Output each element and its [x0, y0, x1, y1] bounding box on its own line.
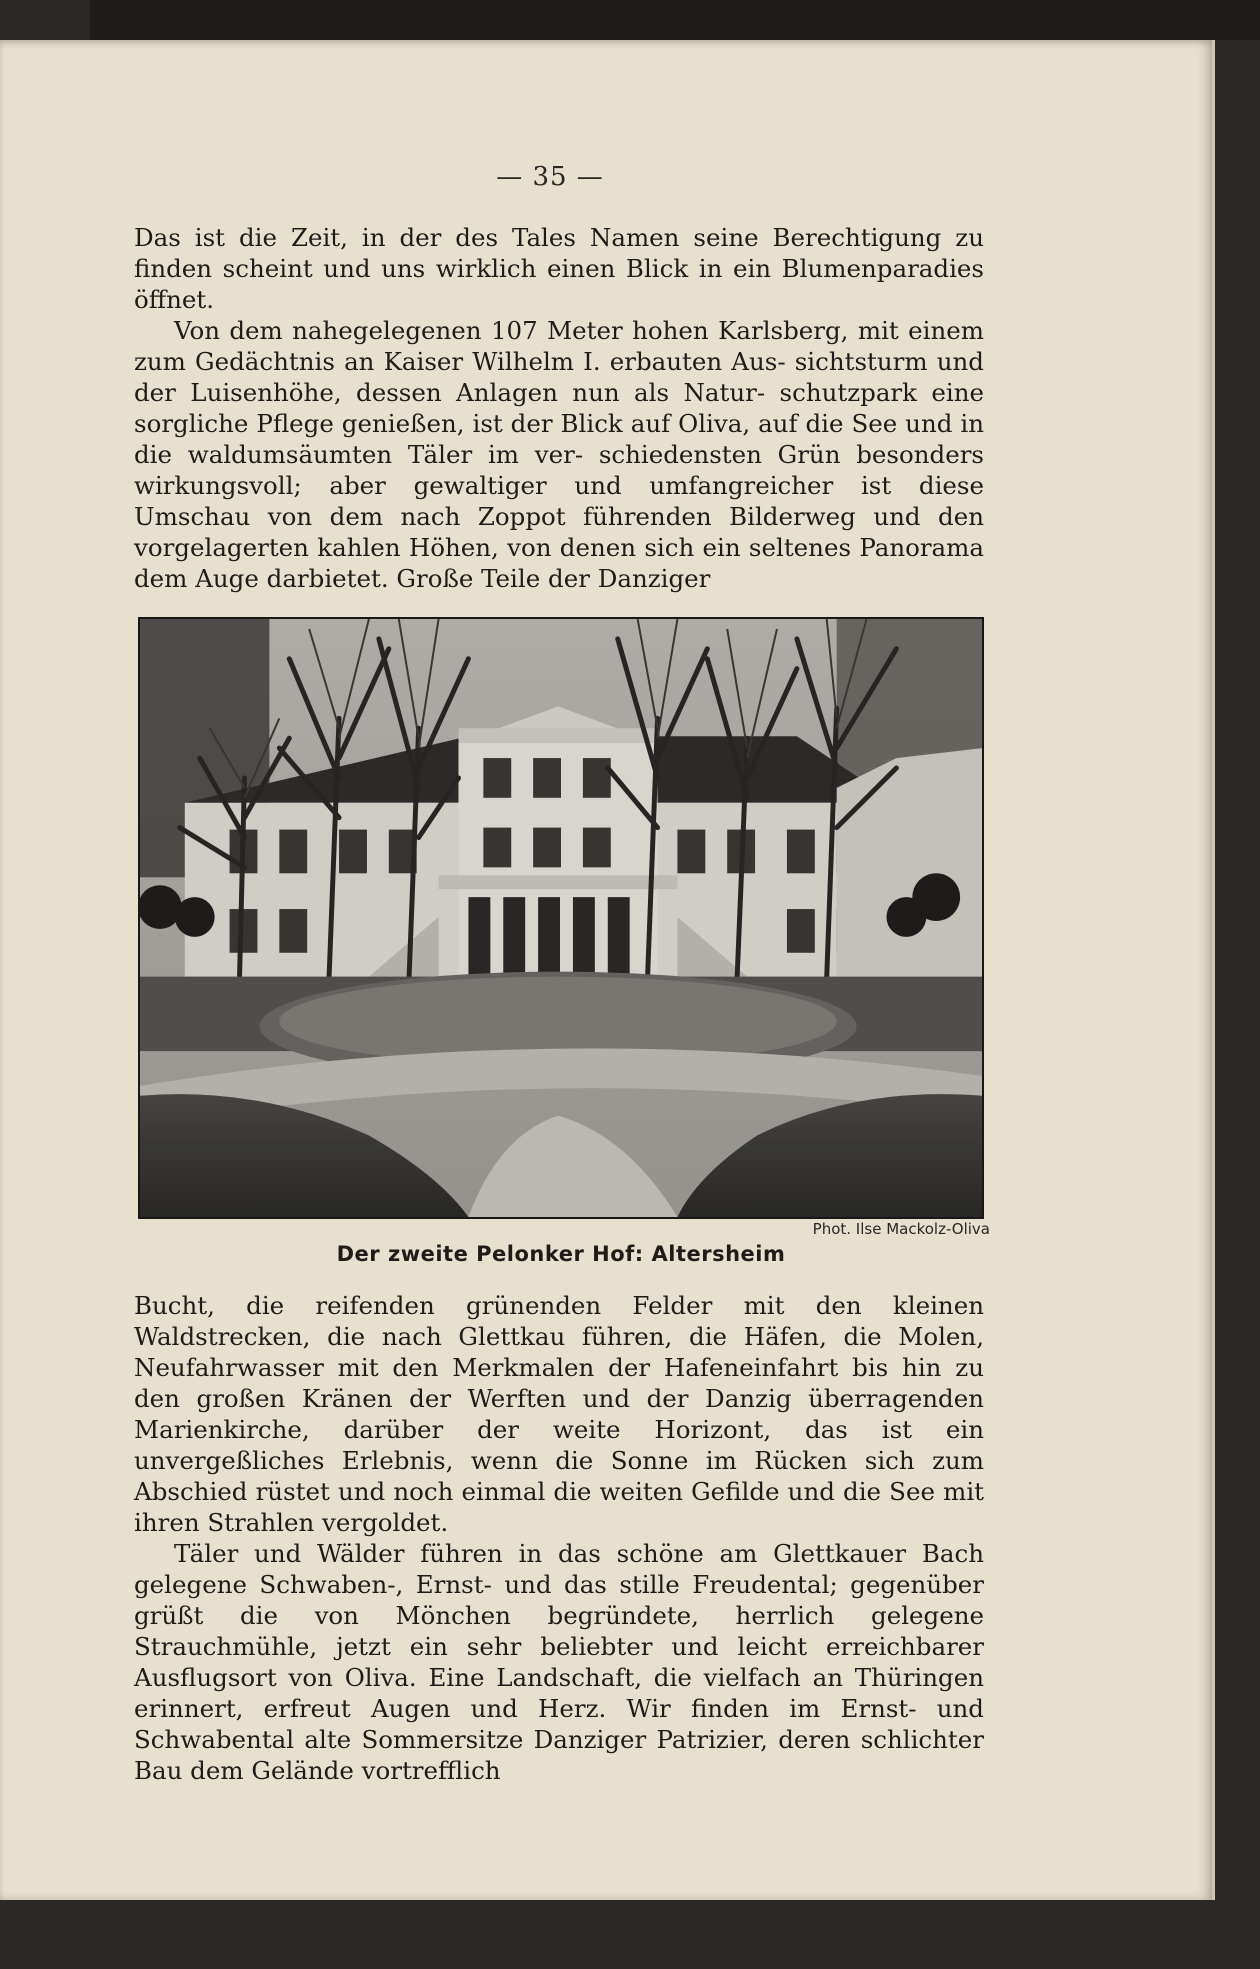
paragraph: Von dem nahegelegenen 107 Meter hohen Karlsberg, mit einem zum Gedächtnis an Kaiser Wilhelm I. erbauten Aus- sichtsturm und der Luisenhöhe, dessen Anlagen nun als Natur- schutzpark eine sorgliche Pflege genießen, ist der Blick auf Oliva, auf die See und in die waldumsäumten Täler im ver- schiedensten Grün besonders wirkungsvoll; aber gewaltiger und umfangreicher ist diese Umschau von dem nach Zoppot führenden Bilderweg und den vorgelagerten kahlen Höhen, von denen sich ein seltenes Panorama dem Auge darbietet. Große Teile der Danziger: [134, 316, 984, 593]
photo-illustration: [140, 619, 982, 1217]
background-desk: [90, 0, 1260, 40]
photo-building-garden: [138, 617, 984, 1219]
photo-credit: Phot. Ilse Mackolz-Oliva: [812, 1220, 990, 1238]
paragraph: Täler und Wälder führen in das schöne am Glettkauer Bach gelegene Schwaben-, Ernst- und das stille Freudental; gegenüber grüßt die von Mönchen begründete, herrlich gelegene Strauchmühle, jetzt ein sehr beliebter und leicht erreichbarer Ausflugsort von Oliva. Eine Landschaft, die vielfach an Thüringen erinnert, erfreut Augen und Herz. Wir finden im Ernst- und Schwabental alte Sommersitze Danziger Patrizier, deren schlichter Bau dem Gelände vortrefflich: [134, 1539, 984, 1785]
photo-caption: Der zweite Pelonker Hof: Altersheim: [336, 1242, 786, 1266]
paragraph: Das ist die Zeit, in der des Tales Namen seine Berechtigung zu finden scheint und uns wirklich einen Blick in ein Blumenparadies öffnet.: [134, 223, 984, 314]
paragraph: Bucht, die reifenden grünenden Felder mit den kleinen Waldstrecken, die nach Glettkau führen, die Häfen, die Molen, Neufahrwasser mit den Merkmalen der Hafeneinfahrt bis hin zu den großen Kränen der Werften und der Danzig überragenden Marienkirche, darüber der weite Horizont, das ist ein unvergeßliches Erlebnis, wenn die Sonne im Rücken sich zum Abschied rüstet und noch einmal die weiten Gefilde und die See mit ihren Strahlen vergoldet.: [134, 1291, 984, 1537]
book-page: [0, 40, 1215, 1900]
text-block-bottom: [134, 1290, 984, 1786]
text-block-top: [134, 222, 984, 594]
page-number: — 35 —: [496, 162, 604, 192]
